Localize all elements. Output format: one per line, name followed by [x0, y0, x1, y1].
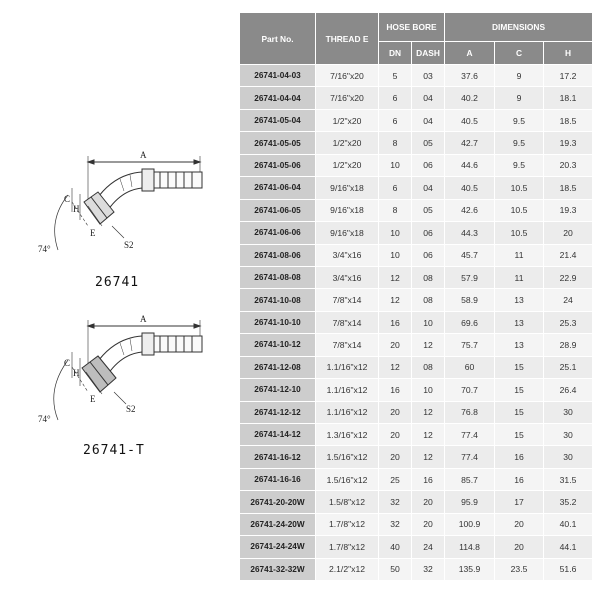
cell-dn: 20: [379, 334, 412, 356]
table-row: [240, 558, 593, 580]
table-row: [240, 177, 593, 199]
dim-a-label: A: [140, 314, 147, 324]
dim-s2-label: S2: [124, 240, 134, 250]
cell-dim-h: 25.3: [544, 311, 593, 333]
cell-dn: 32: [379, 513, 412, 535]
cell-dim-h: 30: [544, 424, 593, 446]
cell-part-no: 26741-05-05: [240, 132, 316, 154]
table-row: [240, 65, 593, 87]
cell-dim-a: 42.7: [445, 132, 495, 154]
cell-dim-h: 24: [544, 289, 593, 311]
cell-dim-h: 18.5: [544, 177, 593, 199]
table-row: [240, 109, 593, 131]
cell-dn: 50: [379, 558, 412, 580]
cell-dim-a: 114.8: [445, 536, 495, 558]
cell-part-no: 26741-20-20W: [240, 491, 316, 513]
fitting-drawing-26741-t: [28, 312, 228, 442]
cell-thread: 1.5/8"x12: [316, 491, 379, 513]
cell-dash: 04: [412, 177, 445, 199]
cell-dn: 20: [379, 446, 412, 468]
cell-dn: 12: [379, 356, 412, 378]
cell-part-no: 26741-06-06: [240, 222, 316, 244]
cell-dn: 8: [379, 199, 412, 221]
cell-dim-h: 30: [544, 446, 593, 468]
cell-dim-h: 22.9: [544, 266, 593, 288]
cell-dim-h: 18.1: [544, 87, 593, 109]
dim-c-label: C: [64, 194, 71, 204]
cell-thread: 1.7/8"x12: [316, 513, 379, 535]
cell-dim-h: 44.1: [544, 536, 593, 558]
cell-dim-h: 26.4: [544, 379, 593, 401]
cell-dn: 16: [379, 311, 412, 333]
cell-part-no: 26741-06-04: [240, 177, 316, 199]
table-row: [240, 356, 593, 378]
cell-dash: 05: [412, 132, 445, 154]
cell-dim-a: 37.6: [445, 65, 495, 87]
cell-thread: 7/8"x14: [316, 311, 379, 333]
cell-thread: 1.1/16"x12: [316, 401, 379, 423]
cell-dash: 10: [412, 311, 445, 333]
cell-dn: 5: [379, 65, 412, 87]
cell-dim-c: 16: [495, 468, 544, 490]
cell-dim-c: 23.5: [495, 558, 544, 580]
cell-part-no: 26741-12-12: [240, 401, 316, 423]
cell-thread: 1.5/16"x12: [316, 468, 379, 490]
cell-part-no: 26741-24-20W: [240, 513, 316, 535]
cell-dim-a: 135.9: [445, 558, 495, 580]
cell-dash: 08: [412, 289, 445, 311]
cell-dim-a: 40.5: [445, 177, 495, 199]
cell-dash: 24: [412, 536, 445, 558]
header-a: A: [445, 42, 495, 65]
spec-table-body: [240, 65, 593, 581]
cell-dim-h: 40.1: [544, 513, 593, 535]
cell-dim-a: 44.6: [445, 154, 495, 176]
cell-dn: 8: [379, 132, 412, 154]
drawings-panel: [0, 0, 238, 600]
cell-thread: 9/16"x18: [316, 199, 379, 221]
cell-part-no: 26741-12-08: [240, 356, 316, 378]
cell-dash: 12: [412, 446, 445, 468]
cell-dash: 20: [412, 513, 445, 535]
cell-dim-h: 19.3: [544, 199, 593, 221]
cell-thread: 7/8"x14: [316, 334, 379, 356]
cell-dim-a: 85.7: [445, 468, 495, 490]
cell-dash: 08: [412, 356, 445, 378]
cell-dim-h: 28.9: [544, 334, 593, 356]
cell-dash: 05: [412, 199, 445, 221]
cell-part-no: 26741-24-24W: [240, 536, 316, 558]
model-label-26741: 26741: [95, 275, 140, 290]
cell-dim-a: 58.9: [445, 289, 495, 311]
cell-dim-c: 9.5: [495, 132, 544, 154]
header-part-no: Part No.: [240, 13, 316, 65]
table-row: [240, 379, 593, 401]
cell-dim-a: 70.7: [445, 379, 495, 401]
cell-part-no: 26741-04-04: [240, 87, 316, 109]
model-label-26741-t: 26741-T: [83, 443, 145, 458]
cell-dn: 10: [379, 154, 412, 176]
header-dn: DN: [379, 42, 412, 65]
cell-dim-a: 40.2: [445, 87, 495, 109]
cell-thread: 1/2"x20: [316, 109, 379, 131]
cell-part-no: 26741-04-03: [240, 65, 316, 87]
cell-dn: 6: [379, 109, 412, 131]
cell-dim-c: 9.5: [495, 109, 544, 131]
cell-dim-h: 18.5: [544, 109, 593, 131]
table-row: [240, 536, 593, 558]
cell-dim-a: 77.4: [445, 446, 495, 468]
dim-e-label: E: [90, 394, 96, 404]
cell-dim-a: 60: [445, 356, 495, 378]
cell-dash: 32: [412, 558, 445, 580]
cell-dash: 06: [412, 244, 445, 266]
table-row: [240, 244, 593, 266]
cell-dim-h: 20: [544, 222, 593, 244]
cell-dash: 12: [412, 334, 445, 356]
cell-thread: 3/4"x16: [316, 266, 379, 288]
cell-thread: 9/16"x18: [316, 222, 379, 244]
header-dash: DASH: [412, 42, 445, 65]
cell-thread: 7/16"x20: [316, 87, 379, 109]
cell-dim-a: 76.8: [445, 401, 495, 423]
cell-dn: 20: [379, 401, 412, 423]
table-row: [240, 154, 593, 176]
cell-part-no: 26741-10-08: [240, 289, 316, 311]
cell-dash: 03: [412, 65, 445, 87]
cell-thread: 1.3/16"x12: [316, 424, 379, 446]
cell-dim-h: 25.1: [544, 356, 593, 378]
cell-dash: 20: [412, 491, 445, 513]
cell-dim-a: 95.9: [445, 491, 495, 513]
cell-dash: 12: [412, 424, 445, 446]
cell-dim-h: 51.6: [544, 558, 593, 580]
cell-dim-a: 69.6: [445, 311, 495, 333]
table-row: [240, 446, 593, 468]
cell-dim-c: 15: [495, 401, 544, 423]
cell-part-no: 26741-10-10: [240, 311, 316, 333]
table-row: [240, 266, 593, 288]
header-thread: THREAD E: [316, 13, 379, 65]
cell-dim-c: 9.5: [495, 154, 544, 176]
table-row: [240, 491, 593, 513]
cell-dim-h: 35.2: [544, 491, 593, 513]
table-row: [240, 513, 593, 535]
cell-dim-a: 75.7: [445, 334, 495, 356]
cell-dim-c: 10.5: [495, 199, 544, 221]
spec-table: [239, 12, 593, 581]
cell-dash: 08: [412, 266, 445, 288]
cell-dim-c: 13: [495, 289, 544, 311]
cell-dim-h: 21.4: [544, 244, 593, 266]
cell-dn: 40: [379, 536, 412, 558]
angle-label: 74°: [38, 414, 51, 424]
cell-dim-c: 15: [495, 424, 544, 446]
cell-thread: 1.1/16"x12: [316, 356, 379, 378]
cell-part-no: 26741-08-06: [240, 244, 316, 266]
cell-thread: 1.5/16"x12: [316, 446, 379, 468]
cell-dn: 12: [379, 289, 412, 311]
cell-dash: 04: [412, 109, 445, 131]
table-row: [240, 424, 593, 446]
cell-thread: 1/2"x20: [316, 154, 379, 176]
table-row: [240, 289, 593, 311]
cell-thread: 1.1/16"x12: [316, 379, 379, 401]
cell-dim-c: 13: [495, 334, 544, 356]
cell-dim-h: 30: [544, 401, 593, 423]
cell-dim-a: 77.4: [445, 424, 495, 446]
cell-dim-c: 15: [495, 379, 544, 401]
table-row: [240, 334, 593, 356]
cell-dash: 10: [412, 379, 445, 401]
cell-thread: 2.1/2"x12: [316, 558, 379, 580]
cell-thread: 1.7/8"x12: [316, 536, 379, 558]
cell-thread: 3/4"x16: [316, 244, 379, 266]
cell-dim-c: 20: [495, 513, 544, 535]
fitting-drawing-26741: [28, 140, 228, 270]
table-row: [240, 401, 593, 423]
cell-dash: 06: [412, 154, 445, 176]
cell-dim-a: 44.3: [445, 222, 495, 244]
cell-dash: 12: [412, 401, 445, 423]
cell-dim-c: 10.5: [495, 177, 544, 199]
cell-dim-c: 17: [495, 491, 544, 513]
cell-dim-c: 10.5: [495, 222, 544, 244]
cell-dash: 16: [412, 468, 445, 490]
cell-dn: 20: [379, 424, 412, 446]
table-row: [240, 311, 593, 333]
cell-thread: 1/2"x20: [316, 132, 379, 154]
dim-h-label: H: [73, 204, 80, 214]
cell-dim-c: 11: [495, 266, 544, 288]
cell-dim-c: 13: [495, 311, 544, 333]
cell-part-no: 26741-14-12: [240, 424, 316, 446]
cell-thread: 7/16"x20: [316, 65, 379, 87]
cell-dash: 06: [412, 222, 445, 244]
header-hose-bore: HOSE BORE: [379, 13, 445, 42]
table-row: [240, 132, 593, 154]
cell-dim-a: 57.9: [445, 266, 495, 288]
cell-dim-a: 45.7: [445, 244, 495, 266]
header-h: H: [544, 42, 593, 65]
cell-dim-c: 15: [495, 356, 544, 378]
cell-dash: 04: [412, 87, 445, 109]
cell-thread: 9/16"x18: [316, 177, 379, 199]
table-row: [240, 199, 593, 221]
cell-dn: 6: [379, 87, 412, 109]
header-dimensions: DIMENSIONS: [445, 13, 593, 42]
cell-part-no: 26741-32-32W: [240, 558, 316, 580]
cell-dim-h: 31.5: [544, 468, 593, 490]
cell-dim-c: 11: [495, 244, 544, 266]
cell-part-no: 26741-16-12: [240, 446, 316, 468]
cell-dn: 12: [379, 266, 412, 288]
cell-part-no: 26741-16-16: [240, 468, 316, 490]
cell-dim-h: 17.2: [544, 65, 593, 87]
cell-part-no: 26741-05-04: [240, 109, 316, 131]
cell-dim-c: 20: [495, 536, 544, 558]
cell-part-no: 26741-08-08: [240, 266, 316, 288]
cell-dn: 32: [379, 491, 412, 513]
cell-dn: 6: [379, 177, 412, 199]
cell-part-no: 26741-12-10: [240, 379, 316, 401]
cell-part-no: 26741-06-05: [240, 199, 316, 221]
table-row: [240, 468, 593, 490]
cell-dim-a: 100.9: [445, 513, 495, 535]
cell-dn: 10: [379, 222, 412, 244]
table-row: [240, 222, 593, 244]
dim-c-label: C: [64, 358, 71, 368]
cell-part-no: 26741-05-06: [240, 154, 316, 176]
cell-dim-a: 42.6: [445, 199, 495, 221]
dim-h-label: H: [73, 368, 80, 378]
cell-part-no: 26741-10-12: [240, 334, 316, 356]
header-c: C: [495, 42, 544, 65]
cell-dim-h: 20.3: [544, 154, 593, 176]
angle-label: 74°: [38, 244, 51, 254]
cell-dn: 16: [379, 379, 412, 401]
cell-dn: 25: [379, 468, 412, 490]
cell-dim-c: 16: [495, 446, 544, 468]
cell-thread: 7/8"x14: [316, 289, 379, 311]
dim-e-label: E: [90, 228, 96, 238]
cell-dim-h: 19.3: [544, 132, 593, 154]
cell-dn: 10: [379, 244, 412, 266]
table-row: [240, 87, 593, 109]
dim-a-label: A: [140, 150, 147, 160]
dim-s2-label: S2: [126, 404, 136, 414]
cell-dim-a: 40.5: [445, 109, 495, 131]
cell-dim-c: 9: [495, 87, 544, 109]
cell-dim-c: 9: [495, 65, 544, 87]
